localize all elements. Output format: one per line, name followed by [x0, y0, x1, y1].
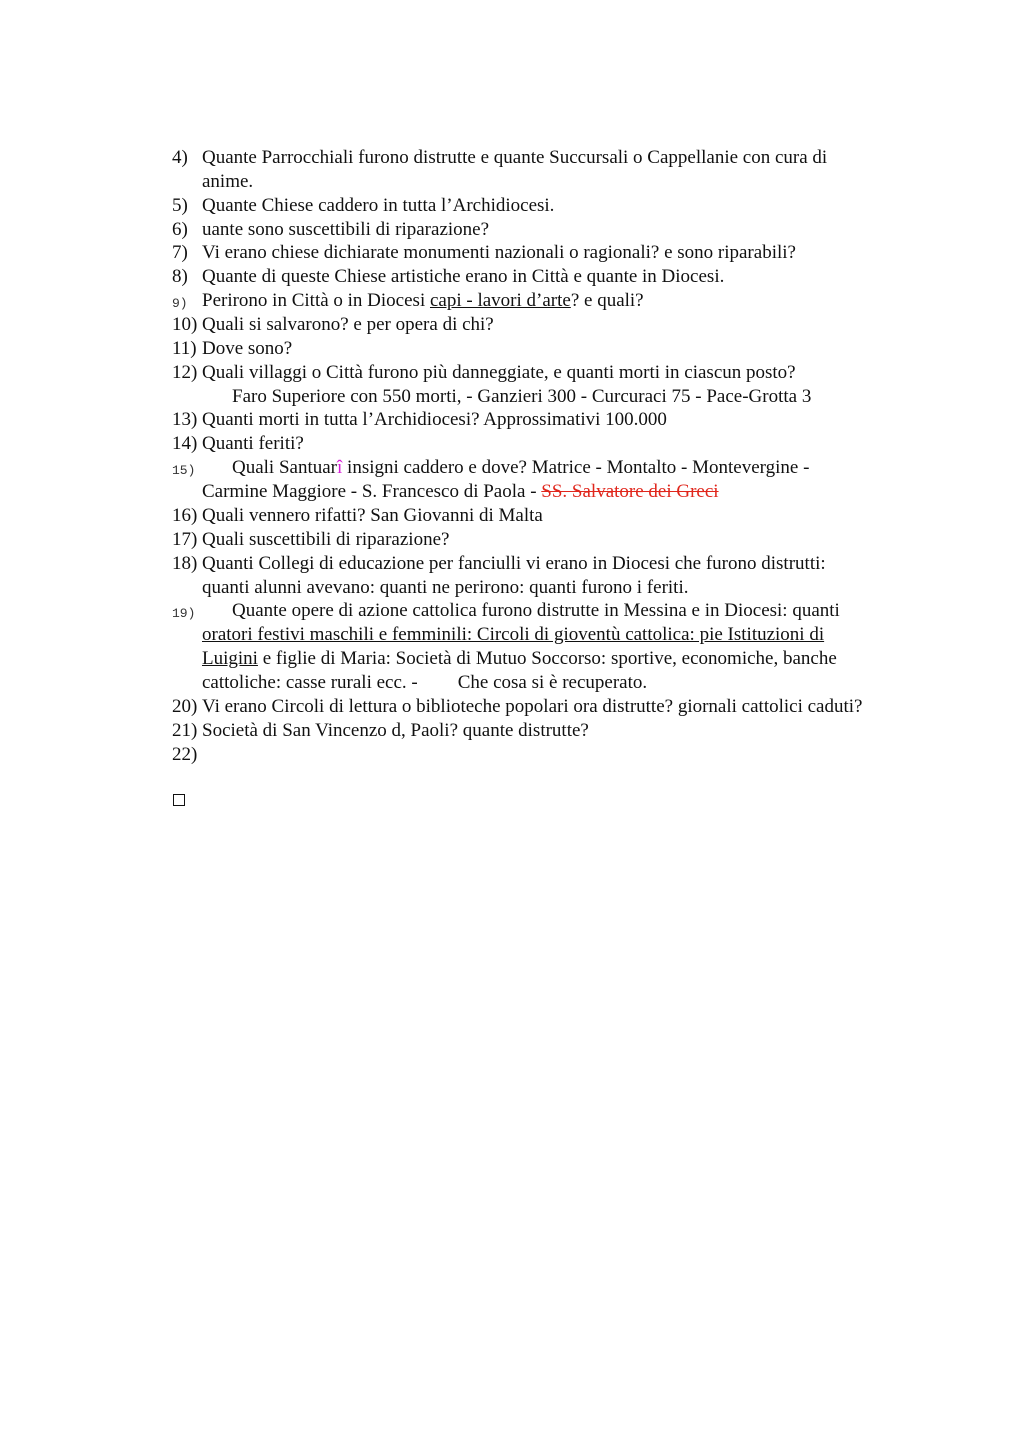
question-text: Quante Chiese caddero in tutta l’Archidiocesi. [202, 195, 555, 216]
question-text: quanti alunni avevano: quanti ne perirono: quanti furono i feriti. [202, 577, 689, 598]
question-text: Quali vennero rifatti? San Giovanni di Malta [202, 505, 543, 526]
question-number: 5) [172, 195, 188, 216]
question-number: 16) [172, 505, 198, 526]
struck-text: SS. Salvatore dei Greci [541, 481, 719, 502]
question-number: 14) [172, 433, 198, 454]
question-text: Quante di queste Chiese artistiche erano in Città e quante in Diocesi. [202, 266, 725, 287]
question-number: 19) [172, 606, 196, 621]
question-number: 18) [172, 553, 198, 574]
question-number: 7) [172, 242, 188, 263]
accent-char: î [337, 457, 343, 478]
question-text: Quanti morti in tutta l’Archidiocesi? Approssimativi 100.000 [202, 409, 667, 430]
question-text: Quante Parrocchiali furono distrutte e quante Succursali o Cappellanie con cura di [202, 147, 828, 168]
question-text: Dove sono? [202, 338, 293, 359]
question-text: anime. [202, 171, 254, 192]
question-text: Quali villaggi o Città furono più danneggiate, e quanti morti in ciascun posto? [202, 362, 796, 383]
underlined-text: capi - lavori d’arte [429, 290, 571, 311]
question-text: Quante opere di azione cattolica furono distrutte in Messina e in Diocesi: quanti [232, 600, 840, 621]
question-number: 13) [172, 409, 198, 430]
question-text: Luigini e figlie di Maria: Società di Mutuo Soccorso: sportive, economiche, banche [202, 648, 837, 669]
underlined-text: Luigini [202, 648, 258, 669]
question-text: Perirono in Città o in Diocesi capi - lavori d’arte? e quali? [202, 290, 644, 311]
question-text: Quanti Collegi di educazione per fanciulli vi erano in Diocesi che furono distrutti: [202, 553, 826, 574]
question-number: 12) [172, 362, 198, 383]
question-number: 22) [172, 744, 198, 765]
question-text: uante sono suscettibili di riparazione? [202, 219, 490, 240]
question-number: 21) [172, 720, 198, 741]
checkbox-icon[interactable] [173, 794, 185, 806]
underlined-text: oratori festivi maschili e femminili: Circoli di gioventù cattolica: pie Istituzioni di [202, 624, 825, 645]
question-number: 8) [172, 266, 188, 287]
question-number: 17) [172, 529, 198, 550]
question-number: 6) [172, 219, 188, 240]
question-number: 11) [172, 338, 197, 359]
question-text: Quali suscettibili di riparazione? [202, 529, 450, 550]
question-number: 20) [172, 696, 198, 717]
answer-text: Faro Superiore con 550 morti, - Ganzieri 300 - Curcuraci 75 - Pace-Grotta 3 [232, 386, 812, 407]
question-number: 10) [172, 314, 198, 335]
question-number: 4) [172, 147, 188, 168]
question-number: 9) [172, 296, 188, 311]
question-text: Quali si salvarono? e per opera di chi? [202, 314, 494, 335]
question-text: cattoliche: casse rurali ecc. - Che cosa si è recuperato. [202, 672, 648, 693]
question-text: Vi erano Circoli di lettura o biblioteche popolari ora distrutte? giornali cattolici caduti? [202, 696, 863, 717]
question-text: Vi erano chiese dichiarate monumenti nazionali o ragionali? e sono riparabili? [202, 242, 796, 263]
question-text: Società di San Vincenzo d, Paoli? quante distrutte? [202, 720, 589, 741]
question-text: Quali Santuarî insigni caddero e dove? Matrice - Montalto - Montevergine - [232, 457, 810, 478]
question-text: Quanti feriti? [202, 433, 304, 454]
answer-text: Carmine Maggiore - S. Francesco di Paola - SS. Salvatore dei Greci [202, 481, 719, 502]
question-number: 15) [172, 463, 196, 478]
